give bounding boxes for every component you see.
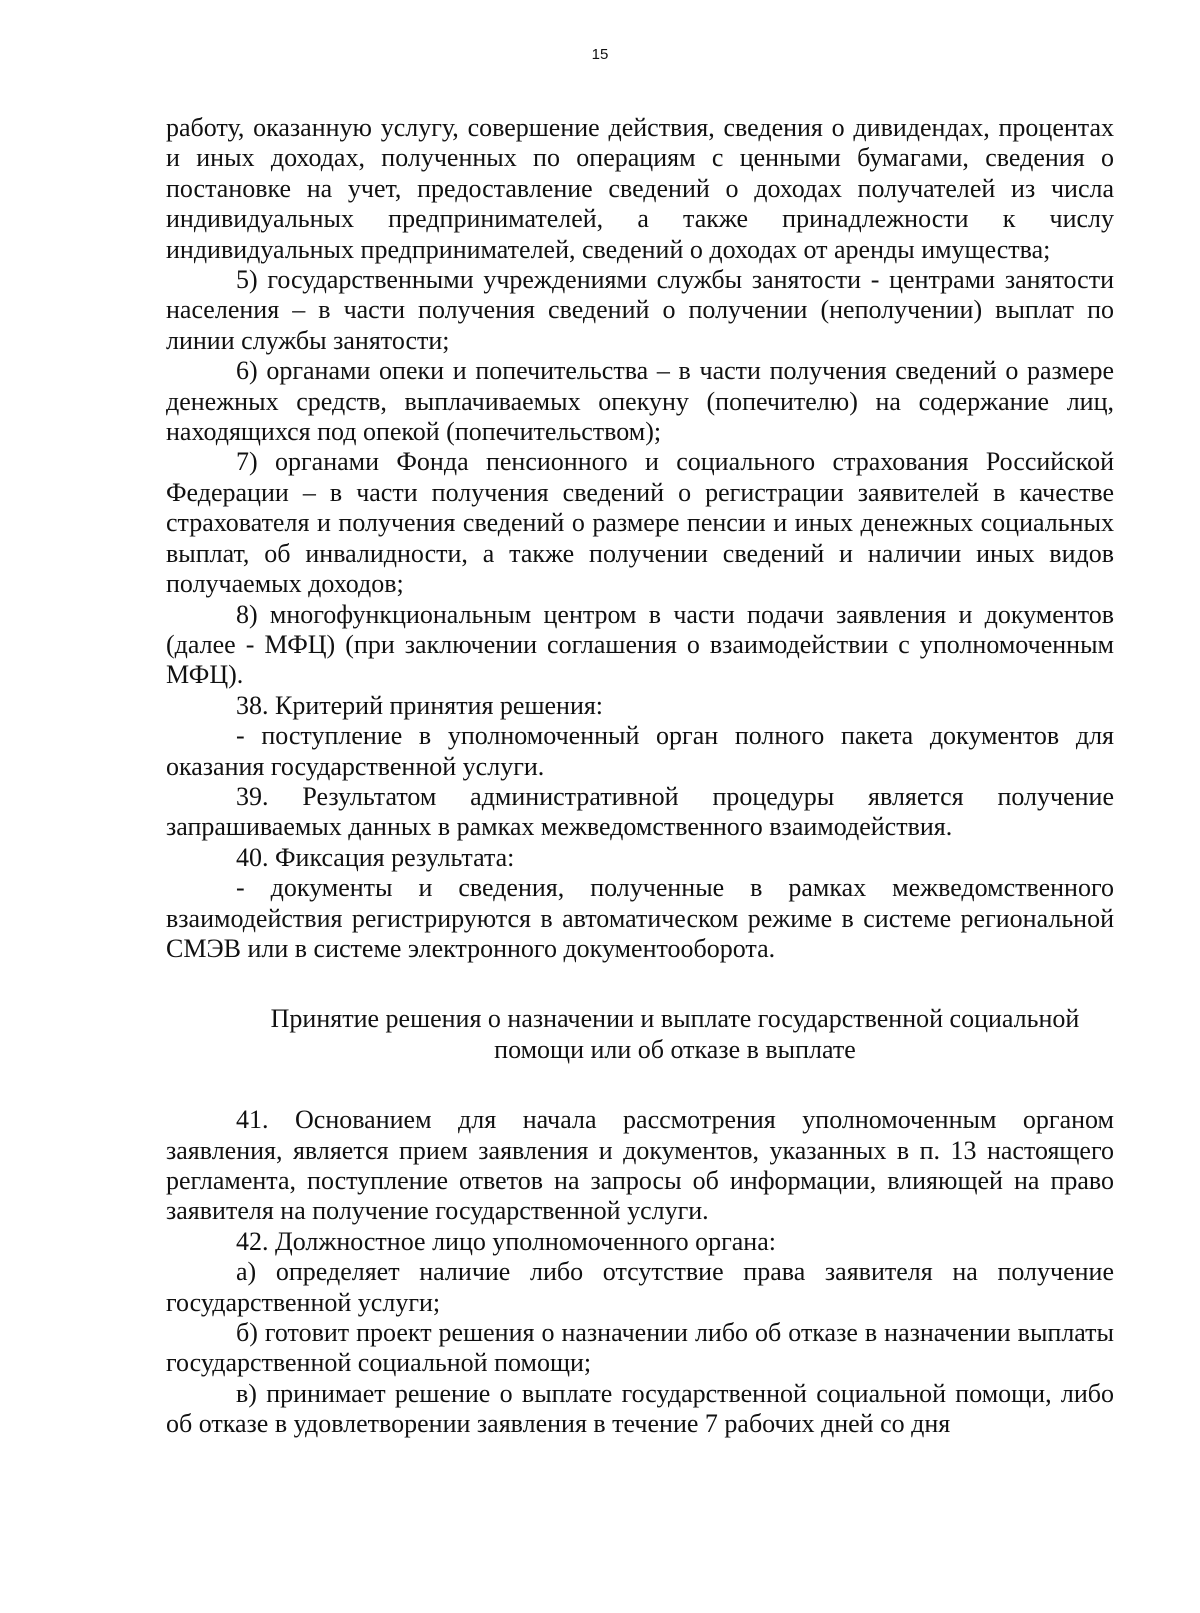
paragraph-42-v: в) принимает решение о выплате государственной социальной помощи, либо об отказе в удовлетворении заявления в течение 7 рабочих дней со дня (166, 1378, 1114, 1439)
paragraph-item-6: 6) органами опеки и попечительства – в части получения сведений о размере денежных средств, выплачиваемых опекуну (попечителю) на содержание лиц, находящихся под опекой (попечительством); (166, 356, 1114, 447)
paragraph-42-b: б) готовит проект решения о назначении либо об отказе в назначении выплаты государственной социальной помощи; (166, 1318, 1114, 1378)
paragraph-41: 41. Основанием для начала рассмотрения уполномоченным органом заявления, является прием заявления и документов, указанных в п. 13 настоящего регламента, поступление ответов на запросы об информации, влияющей на право заявителя на получение государственной услуги. (166, 1105, 1114, 1226)
paragraph-38: 38. Критерий принятия решения: (236, 690, 604, 720)
paragraph-38-dash: - поступление в уполномоченный орган полного пакета документов для оказания государственной услуги. (166, 721, 1114, 781)
document-body (166, 113, 1114, 1440)
paragraph-item-8: 8) многофункциональным центром в части подачи заявления и документов (далее - МФЦ) (при заключении соглашения о взаимодействии с уполномоченным МФЦ). (166, 599, 1114, 690)
page-number: 15 (591, 46, 609, 63)
section-heading-line-1: Принятие решения о назначении и выплате государственной социальной (270, 1004, 1080, 1034)
paragraph-42: 42. Должностное лицо уполномоченного органа: (236, 1226, 776, 1256)
section-heading (166, 1004, 1114, 1065)
paragraph-39: 39. Результатом административной процедуры является получение запрашиваемых данных в рамках межведомственного взаимодействия. (166, 781, 1114, 842)
paragraph-40: 40. Фиксация результата: (236, 842, 515, 872)
section-heading-line-2: помощи или об отказе в выплате (494, 1034, 856, 1064)
paragraph-item-7: 7) органами Фонда пенсионного и социального страхования Российской Федерации – в части получения сведений о регистрации заявителей в качестве страхователя и получения сведений о размере пенсии и иных денежных социальных выплат, об инвалидности, а также получении сведений и наличии иных видов получаемых доходов; (166, 447, 1114, 599)
paragraph-40-dash: - документы и сведения, полученные в рамках межведомственного взаимодействия регистрируются в автоматическом режиме в системе региональной СМЭВ или в системе электронного документооборота. (166, 873, 1114, 963)
paragraph-continuation: работу, оказанную услугу, совершение действия, сведения о дивидендах, процентах и иных доходах, полученных по операциям с ценными бумагами, сведения о постановке на учет, предоставление сведений о доходах получателей из числа индивидуальных предпринимателей, а также принадлежности к числу индивидуальных предпринимателей, сведений о доходах от аренды имущества; (166, 113, 1114, 264)
paragraph-42-a: а) определяет наличие либо отсутствие права заявителя на получение государственной услуги; (166, 1257, 1114, 1317)
paragraph-item-5: 5) государственными учреждениями службы занятости - центрами занятости населения – в части получения сведений о получении (неполучении) выплат по линии службы занятости; (166, 265, 1114, 355)
